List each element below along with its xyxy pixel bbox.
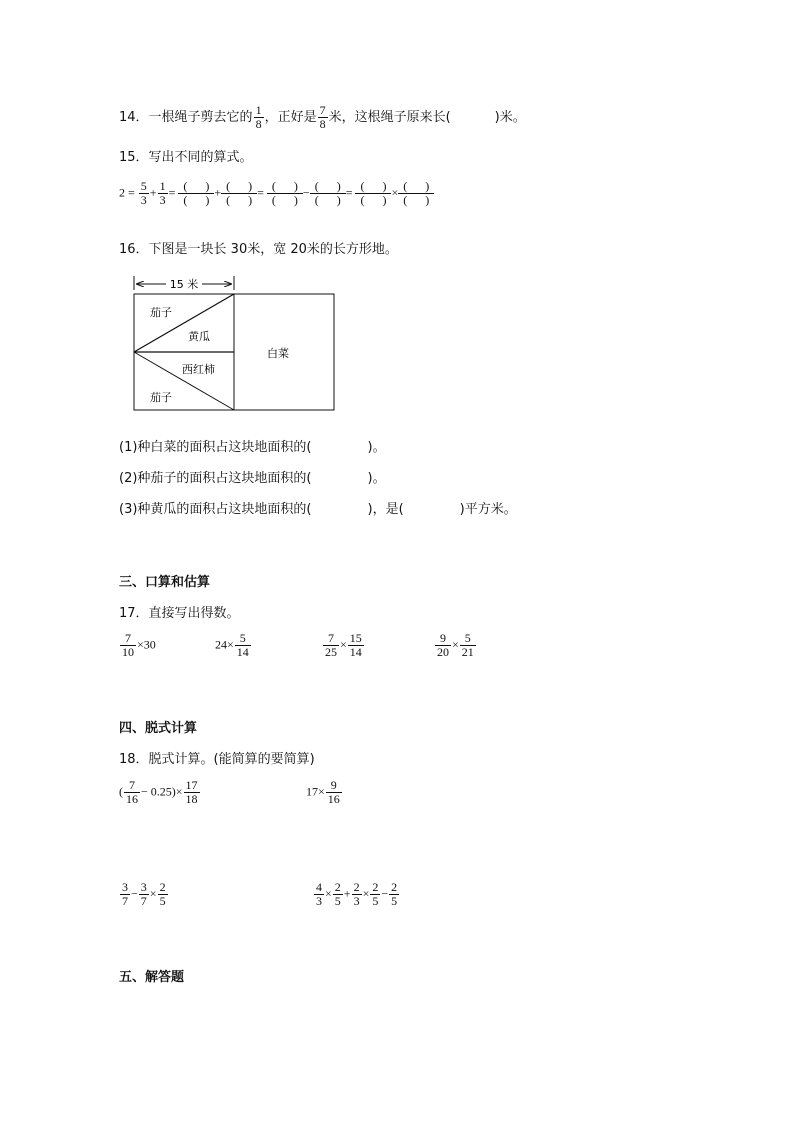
q18-expression-3: $\frac{3}{7}$ − $\frac{3}{7}$ × $\frac{2}{5}$ xyxy=(122,880,166,908)
dimension-label: 15 米 xyxy=(169,278,199,291)
region-label-eggplant-bottom: 茄子 xyxy=(150,391,172,404)
q15-blank-fraction-2[interactable]: ( ) ( ) xyxy=(221,180,257,207)
q14-text-b: ，正好是 xyxy=(264,110,317,125)
region-label-cabbage: 白菜 xyxy=(267,347,289,360)
q18-expression-1: ( $\frac{7}{16}$ − 0.25)× $\frac{17}{18}$ xyxy=(119,778,198,806)
q16-sub3-text-b: )，是( xyxy=(367,502,404,517)
q14-text-a: 一根绳子剪去它的 xyxy=(148,110,253,125)
region-label-cucumber: 黄瓜 xyxy=(188,330,210,343)
q17-expression-1: $\frac{7}{10}$ ×30 xyxy=(122,631,156,659)
q17-line xyxy=(119,602,240,621)
q14-line xyxy=(119,104,526,131)
minus-sign: − xyxy=(302,185,310,200)
q14-text-c: 米，这根绳子原来长( xyxy=(328,110,451,125)
q16-sub3 xyxy=(119,498,517,517)
q17-number: 17． xyxy=(119,606,149,621)
q18-expression-4: $\frac{4}{3}$ × $\frac{2}{5}$ + $\frac{2}{3}$ × $\frac{2}{5}$ − $\frac{2}{5}$ xyxy=(316,880,398,908)
q17-expression-3: $\frac{7}{25}$ × $\frac{15}{14}$ xyxy=(325,631,362,659)
region-label-tomato: 西红柿 xyxy=(182,363,215,376)
q16-sub3-text-c: )平方米。 xyxy=(459,502,517,517)
q16-text: 下图是一块长 30米，宽 20米的长方形地。 xyxy=(148,242,398,257)
q14-text-d: )米。 xyxy=(494,110,526,125)
q16-line xyxy=(119,238,398,257)
times-sign: × xyxy=(391,185,399,200)
q16-sub1-text-b: )。 xyxy=(367,440,386,455)
section-5-heading: 五、解答题 xyxy=(119,970,185,985)
q16-field-diagram xyxy=(128,272,340,416)
q15-line xyxy=(119,146,253,165)
field-diagonal-top xyxy=(134,294,234,352)
q15-equation xyxy=(119,180,434,207)
q17-expression-4: $\frac{9}{20}$ × $\frac{5}{21}$ xyxy=(437,631,474,659)
q15-fraction-a: $\frac{5}{3}$ xyxy=(140,179,147,207)
q17-text: 直接写出得数。 xyxy=(148,606,240,621)
equals-sign: = xyxy=(257,185,264,200)
q18-expression-2: 17× $\frac{9}{16}$ xyxy=(306,778,340,806)
field-diagonal-bottom xyxy=(134,352,234,410)
q16-sub3-text-a: (3)种黄瓜的面积占这块地面积的( xyxy=(119,502,312,517)
section-4-heading: 四、脱式计算 xyxy=(119,721,198,736)
q18-number: 18． xyxy=(119,752,149,767)
region-label-eggplant-top: 茄子 xyxy=(150,306,172,319)
q15-blank-fraction-6[interactable]: ( ) ( ) xyxy=(398,180,434,207)
q16-sub1 xyxy=(119,436,386,455)
equals-sign: = xyxy=(345,185,353,200)
q18-line xyxy=(119,748,315,767)
q15-number: 15． xyxy=(119,150,149,165)
q16-sub2-text-a: (2)种茄子的面积占这块地面积的( xyxy=(119,471,312,486)
q15-blank-fraction-4[interactable]: ( ) ( ) xyxy=(310,180,346,207)
q14-fraction-1: $\frac{1}{8}$ xyxy=(255,103,262,131)
equals-sign: = xyxy=(168,185,176,200)
q18-text: 脱式计算。(能简算的要简算) xyxy=(148,752,315,767)
q16-sub2-text-b: )。 xyxy=(367,471,386,486)
q15-blank-fraction-1[interactable]: ( ) ( ) xyxy=(178,180,214,207)
q15-blank-fraction-5[interactable]: ( ) ( ) xyxy=(355,180,391,207)
q14-fraction-2: $\frac{7}{8}$ xyxy=(319,103,326,131)
plus-sign: + xyxy=(214,185,222,200)
q15-blank-fraction-3[interactable]: ( ) ( ) xyxy=(267,180,303,207)
section-3-heading: 三、口算和估算 xyxy=(119,575,211,590)
q15-fraction-b: $\frac{1}{3}$ xyxy=(159,179,166,207)
q17-expression-2: 24× $\frac{5}{14}$ xyxy=(215,631,249,659)
q16-sub2 xyxy=(119,467,386,486)
q15-lhs: 2 = xyxy=(119,185,135,200)
q16-sub1-text-a: (1)种白菜的面积占这块地面积的( xyxy=(119,440,312,455)
q16-number: 16． xyxy=(119,242,149,257)
q15-text: 写出不同的算式。 xyxy=(148,150,253,165)
q14-number: 14． xyxy=(119,110,149,125)
plus-sign: + xyxy=(149,185,157,200)
